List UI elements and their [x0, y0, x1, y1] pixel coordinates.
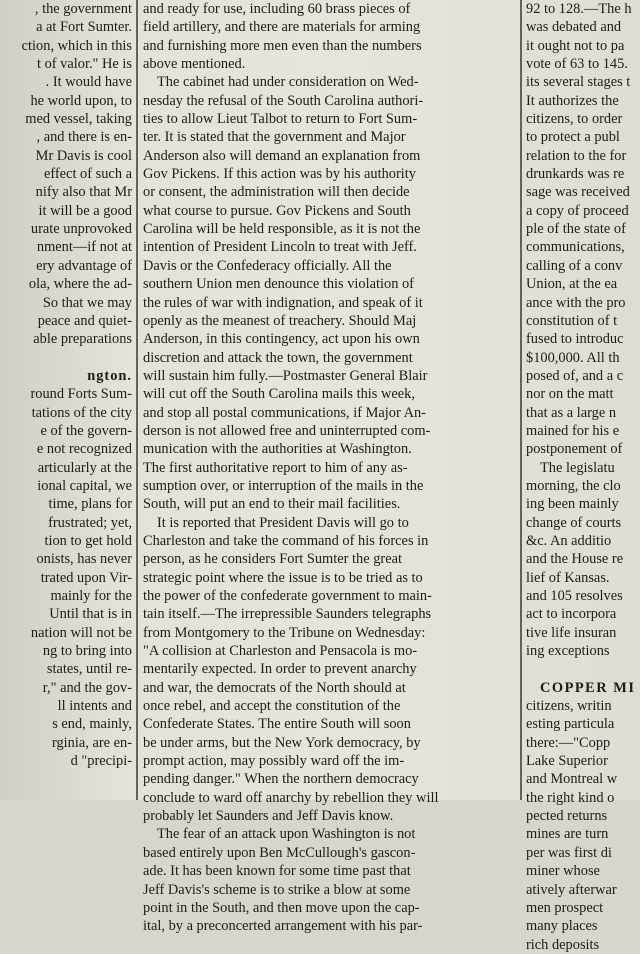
- middle-line: openly as the meanest of treachery. Should Maj: [143, 312, 417, 329]
- right-line: Union, at the ea: [526, 276, 618, 293]
- left-line: nify also that Mr: [35, 184, 132, 201]
- middle-line: nesday the refusal of the South Carolina authori-: [143, 92, 424, 109]
- right-line: many places: [526, 918, 598, 935]
- right-line: postponement of: [526, 441, 623, 458]
- left-column: [0, 0, 132, 770]
- middle-line: southern Union men denounce this violation of: [143, 276, 414, 293]
- left-line: . It would have: [45, 74, 132, 91]
- middle-line: prompt action, may possibly ward off the im-: [143, 753, 405, 770]
- right-line: per was first di: [526, 844, 612, 861]
- right-line: vote of 63 to 145.: [526, 56, 628, 73]
- right-line: and Montreal w: [526, 771, 618, 788]
- middle-line: person, as he considers Fort Sumter the great: [143, 551, 402, 568]
- left-line: ng to bring into: [42, 643, 132, 660]
- right-line: atively afterwar: [526, 881, 617, 898]
- left-line: ngton.: [87, 367, 132, 384]
- middle-line: be under arms, but the New York democracy, by: [143, 734, 421, 751]
- middle-line: discretion and attack the town, the government: [143, 349, 413, 366]
- right-line: fused to introduc: [526, 331, 624, 348]
- right-line: citizens, writin: [526, 698, 612, 715]
- middle-line: above mentioned.: [143, 56, 246, 73]
- right-line: The legislatu: [540, 459, 615, 476]
- right-line: lief of Kansas.: [526, 569, 610, 586]
- middle-line: and war, the democrats of the North should at: [143, 679, 406, 696]
- right-line: the right kind o: [526, 789, 615, 806]
- left-line: e not recognized: [36, 441, 132, 458]
- left-line: trated upon Vir-: [40, 569, 132, 586]
- left-line: d "precipi-: [70, 753, 132, 770]
- right-line: morning, the clo: [526, 477, 621, 494]
- left-line: , the government: [34, 1, 132, 17]
- right-line: to protect a publ: [526, 129, 620, 146]
- middle-column: [143, 0, 516, 936]
- middle-line: It is reported that President Davis will go to: [157, 514, 409, 531]
- left-line: frustrated; yet,: [48, 514, 132, 531]
- middle-line: and stop all postal communications, if Major An-: [143, 404, 426, 421]
- left-line: ery advantage of: [36, 257, 132, 274]
- left-line: r," and the gov-: [42, 679, 132, 696]
- left-line: able preparations: [33, 331, 132, 348]
- left-line: ola, where the ad-: [28, 276, 132, 293]
- middle-line: mentarily expected. In order to prevent anarchy: [143, 661, 417, 678]
- column-rule-right: [520, 0, 522, 800]
- left-line: nment—if not at: [36, 239, 132, 256]
- right-line: a copy of proceed: [526, 202, 629, 219]
- left-line: tations of the city: [31, 404, 132, 421]
- right-line: pected returns: [526, 808, 608, 825]
- right-line: posed of, and a c: [526, 367, 624, 384]
- left-line: states, until re-: [46, 661, 132, 678]
- right-line: was debated and: [526, 19, 622, 36]
- left-line: tion to get hold: [44, 532, 132, 549]
- middle-line: field artillery, and there are materials for arming: [143, 19, 421, 36]
- right-line: ing exceptions: [526, 643, 610, 660]
- middle-line: Carolina will be held responsible, as it is not the: [143, 221, 421, 238]
- right-line: &c. An additio: [526, 532, 612, 549]
- middle-line: Davis or the Confederacy officially. All the: [143, 257, 392, 274]
- middle-line: ties to allow Lieut Talbot to return to Fort Sum-: [143, 111, 418, 128]
- left-line: mainly for the: [50, 588, 132, 604]
- left-line: s end, mainly,: [52, 716, 132, 733]
- middle-line: and ready for use, including 60 brass pieces of: [143, 1, 411, 17]
- right-line: [526, 660, 640, 678]
- middle-line: derson is not allowed free and uninterrupted com-: [143, 422, 431, 439]
- middle-line: tain itself.—The irrepressible Saunders telegraphs: [143, 606, 432, 623]
- right-line: calling of a conv: [526, 257, 623, 274]
- right-line: citizens, to order: [526, 111, 623, 128]
- left-line: ll intents and: [57, 698, 132, 715]
- middle-line: South, will put an end to their mail facilities.: [143, 496, 401, 513]
- right-line: and 105 resolves: [526, 588, 623, 604]
- right-line: mines are turn: [526, 826, 609, 843]
- right-line: drunkards was re: [526, 166, 625, 183]
- middle-line: Jeff Davis's scheme is to strike a blow at some: [143, 881, 411, 898]
- middle-line: will sustain him fully.—Postmaster General Blair: [143, 367, 428, 384]
- right-line: men prospect: [526, 899, 604, 916]
- middle-line: point in the South, and then move upon the cap-: [143, 899, 420, 916]
- right-line: there:—"Copp: [526, 734, 611, 751]
- left-line: effect of such a: [43, 166, 132, 183]
- left-line: ction, which in this: [21, 37, 132, 54]
- left-line: Until that is in: [49, 606, 132, 623]
- middle-line: intention of President Lincoln to treat with Jeff.: [143, 239, 417, 256]
- right-line: esting particula: [526, 716, 615, 733]
- middle-line: the power of the confederate government to main-: [143, 588, 432, 604]
- right-line: act to incorpora: [526, 606, 617, 623]
- middle-line: probably let Saunders and Jeff Davis know.: [143, 808, 394, 825]
- right-line: COPPER MI: [540, 679, 636, 696]
- right-line: tive life insuran: [526, 624, 617, 641]
- middle-line: the rules of war with indignation, and speak of it: [143, 294, 423, 311]
- right-line: its several stages t: [526, 74, 631, 91]
- left-line: [0, 349, 132, 367]
- right-line: miner whose: [526, 863, 600, 880]
- right-line: relation to the for: [526, 147, 627, 164]
- left-line: , and there is en-: [36, 129, 132, 146]
- left-line: So that we may: [42, 294, 132, 311]
- right-line: It authorizes the: [526, 92, 619, 109]
- column-rule-left: [136, 0, 138, 800]
- right-line: it ought not to pa: [526, 37, 625, 54]
- middle-line: what course to pursue. Gov Pickens and South: [143, 202, 411, 219]
- right-line: communications,: [526, 239, 625, 256]
- middle-line: The fear of an attack upon Washington is not: [157, 826, 416, 843]
- middle-line: Anderson, in this contingency, act upon his own: [143, 331, 420, 348]
- right-line: $100,000. All th: [526, 349, 620, 366]
- right-column: [526, 0, 640, 954]
- right-line: constitution of t: [526, 312, 618, 329]
- middle-line: Gov Pickens. If this action was by his authority: [143, 166, 416, 183]
- left-line: ional capital, we: [37, 477, 132, 494]
- left-line: a at Fort Sumter.: [36, 19, 132, 36]
- middle-line: ital, by a preconcerted arrangement with his par-: [143, 918, 423, 935]
- left-line: urate unprovoked: [30, 221, 132, 238]
- right-line: nor on the matt: [526, 386, 614, 403]
- middle-line: once rebel, and accept the constitution of the: [143, 698, 401, 715]
- left-line: rginia, are en-: [51, 734, 132, 751]
- middle-line: and furnishing more men even than the numbers: [143, 37, 422, 54]
- middle-line: based entirely upon Ben McCullough's gascon-: [143, 844, 416, 861]
- right-line: ing been mainly: [526, 496, 619, 513]
- middle-line: ter. It is stated that the government and Major: [143, 129, 406, 146]
- middle-line: Confederate States. The entire South will soon: [143, 716, 411, 733]
- middle-line: Charleston and take the command of his forces in: [143, 532, 429, 549]
- left-line: articularly at the: [37, 459, 132, 476]
- right-line: ance with the pro: [526, 294, 626, 311]
- middle-line: or consent, the administration will then decide: [143, 184, 410, 201]
- middle-line: conclude to ward off anarchy by rebellion they will: [143, 789, 439, 806]
- left-line: it will be a good: [38, 202, 132, 219]
- left-line: peace and quiet-: [37, 312, 132, 329]
- middle-line: "A collision at Charleston and Pensacola is mo-: [143, 643, 418, 660]
- right-line: mained for his e: [526, 422, 620, 439]
- middle-line: sumption over, or interruption of the mails in the: [143, 477, 424, 494]
- middle-line: strategic point where the issue is to be tried as to: [143, 569, 423, 586]
- middle-line: from Montgomery to the Tribune on Wednesday:: [143, 624, 426, 641]
- middle-line: pending danger." When the northern democracy: [143, 771, 419, 788]
- left-line: Mr Davis is cool: [35, 147, 132, 164]
- left-line: med vessel, taking: [25, 111, 132, 128]
- middle-line: munication with the authorities at Washington.: [143, 441, 412, 458]
- right-line: 92 to 128.—The h: [526, 1, 632, 17]
- left-line: e of the govern-: [40, 422, 132, 439]
- right-line: Lake Superior: [526, 753, 608, 770]
- right-line: ple of the state of: [526, 221, 626, 238]
- right-line: change of courts: [526, 514, 622, 531]
- right-line: rich deposits: [526, 936, 600, 953]
- left-line: time, plans for: [48, 496, 132, 513]
- right-line: that as a large n: [526, 404, 617, 421]
- middle-line: The first authoritative report to him of any as-: [143, 459, 408, 476]
- middle-line: Anderson also will demand an explanation from: [143, 147, 421, 164]
- left-line: t of valor." He is: [36, 56, 132, 73]
- left-line: nation will not be: [30, 624, 132, 641]
- middle-line: The cabinet had under consideration on Wed-: [157, 74, 419, 91]
- middle-line: ade. It has been known for some time past that: [143, 863, 411, 880]
- right-line: sage was received: [526, 184, 630, 201]
- left-line: round Forts Sum-: [30, 386, 132, 403]
- middle-line: will cut off the South Carolina mails this week,: [143, 386, 415, 403]
- left-line: onists, has never: [36, 551, 132, 568]
- left-line: he world upon, to: [30, 92, 132, 109]
- right-line: and the House re: [526, 551, 624, 568]
